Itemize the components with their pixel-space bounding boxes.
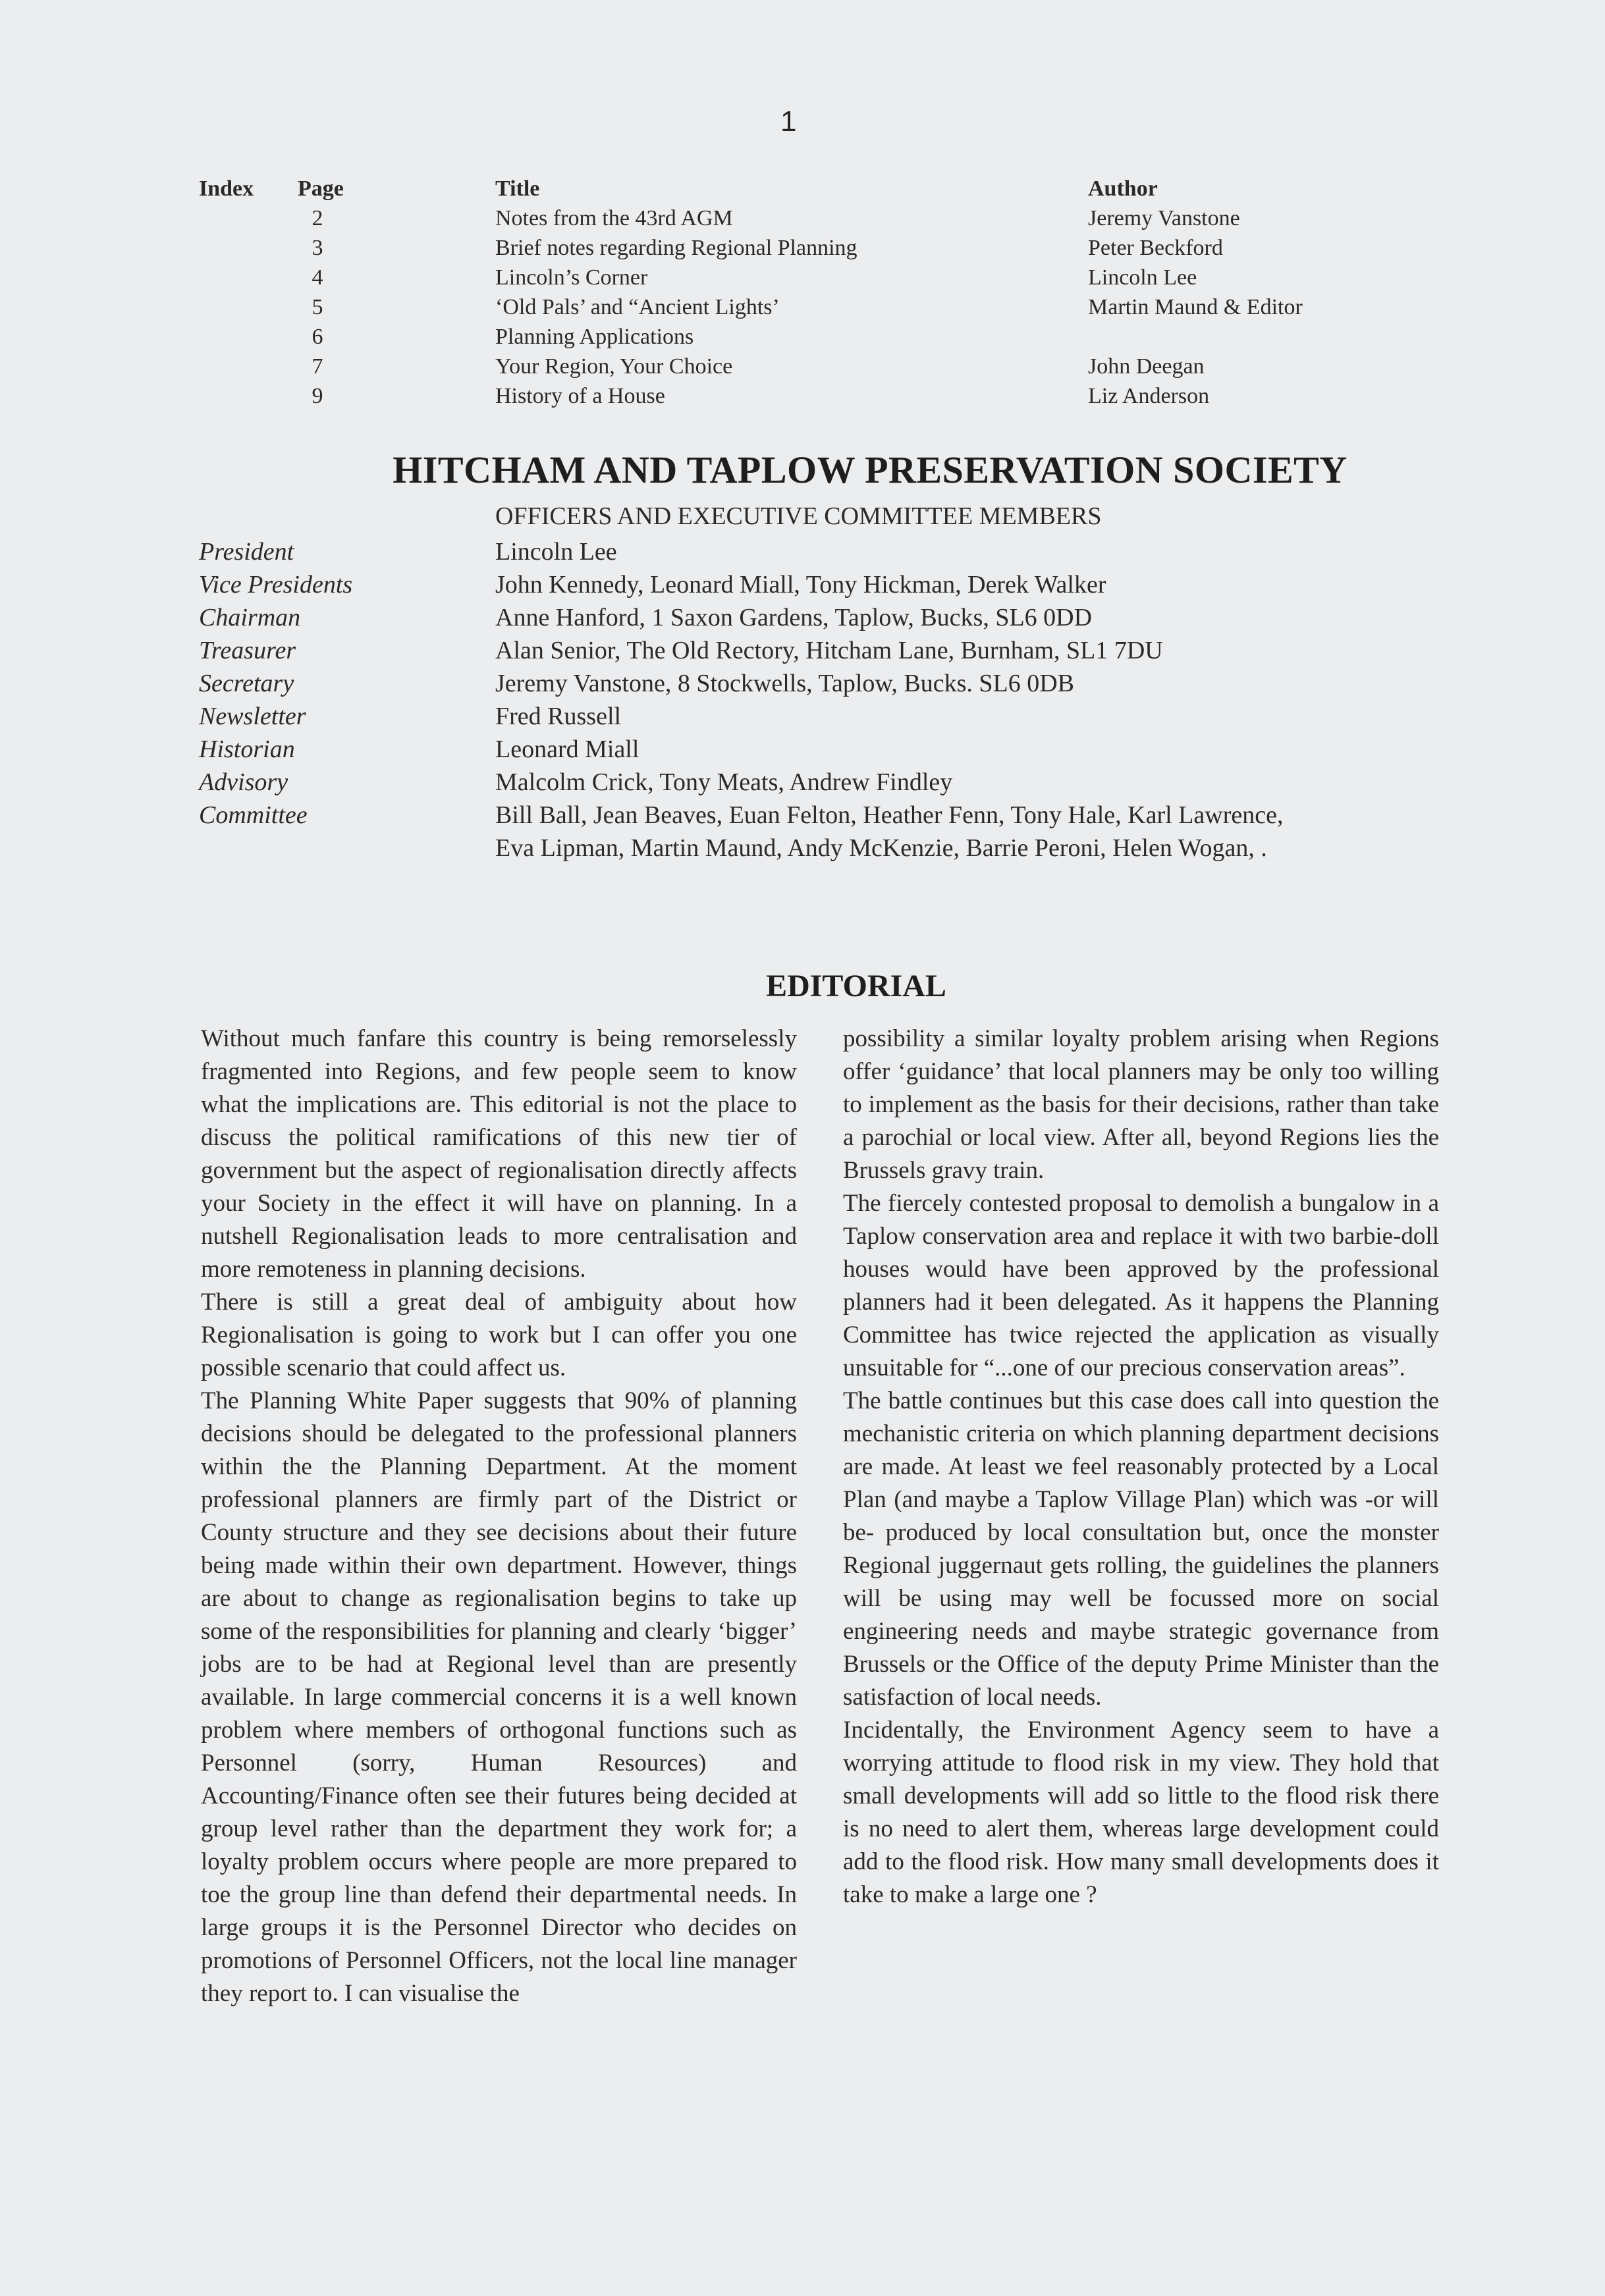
officer-row bbox=[199, 535, 1450, 568]
officer-names: Anne Hanford, 1 Saxon Gardens, Taplow, Bucks, SL6 0DD bbox=[495, 604, 1093, 631]
officer-names: Bill Ball, Jean Beaves, Euan Felton, Heather Fenn, Tony Hale, Karl Lawrence, bbox=[495, 801, 1284, 829]
index-header-index: Index bbox=[199, 176, 254, 201]
index-row bbox=[199, 203, 1417, 233]
officer-role: Advisory bbox=[199, 768, 288, 796]
index-article-author: John Deegan bbox=[1088, 354, 1205, 379]
officers-list bbox=[199, 535, 1450, 865]
officer-names: John Kennedy, Leonard Miall, Tony Hickman, Derek Walker bbox=[495, 571, 1106, 599]
officer-row bbox=[199, 667, 1450, 700]
index-header-author: Author bbox=[1088, 176, 1158, 201]
index-article-title: Lincoln’s Corner bbox=[495, 265, 648, 290]
index-article-title: Your Region, Your Choice bbox=[495, 354, 733, 379]
officer-role: Treasurer bbox=[199, 637, 296, 664]
editorial-paragraph: Incidentally, the Environment Agency seem to have a worrying attitude to flood risk in my view. They hold that small developments will add so little to the flood risk there is no need to alert them, whereas large development could add to the flood risk. How many small developments does it take to make a large one ? bbox=[843, 1717, 1439, 1908]
officer-names: Eva Lipman, Martin Maund, Andy McKenzie, Barrie Peroni, Helen Wogan, . bbox=[495, 834, 1267, 862]
officer-role: Chairman bbox=[199, 604, 301, 631]
index-article-title: Brief notes regarding Regional Planning bbox=[495, 236, 857, 260]
index-page-number: 6 bbox=[312, 325, 323, 349]
officer-names: Alan Senior, The Old Rectory, Hitcham Lane, Burnham, SL1 7DU bbox=[495, 637, 1163, 664]
editorial-paragraph: There is still a great deal of ambiguity about how Regionalisation is going to work but I can offer you one possible scenario that could affect us. bbox=[201, 1289, 797, 1381]
index-page-number: 5 bbox=[312, 295, 323, 319]
officer-names: Leonard Miall bbox=[495, 735, 639, 763]
officer-role: Secretary bbox=[199, 670, 294, 697]
editorial-title: EDITORIAL bbox=[766, 969, 946, 1003]
index-header-row bbox=[199, 174, 1417, 203]
officer-row bbox=[199, 766, 1450, 799]
officer-names: Malcolm Crick, Tony Meats, Andrew Findley bbox=[495, 768, 953, 796]
officer-role: President bbox=[199, 538, 294, 566]
index-header-page: Page bbox=[298, 176, 344, 201]
officer-row bbox=[199, 601, 1450, 634]
officer-row bbox=[199, 733, 1450, 766]
editorial-paragraph: The battle continues but this case does call into question the mechanistic criteria on which planning department decisions are made. At least we feel reasonably protected by a Local Plan (and maybe a Taplow Village Plan) which was -or will be- produced by local consultation but, once the monster Regional juggernaut gets rolling, the guidelines the planners will be using may well be focussed more on social engineering needs and maybe strategic governance from Brussels or the Office of the deputy Prime Minister than the satisfaction of local needs. bbox=[843, 1387, 1439, 1711]
index-row bbox=[199, 233, 1417, 263]
index-row bbox=[199, 322, 1417, 352]
officer-role: Historian bbox=[199, 735, 295, 763]
index-row bbox=[199, 352, 1417, 381]
index-article-author: Martin Maund & Editor bbox=[1088, 295, 1303, 319]
officers-heading: OFFICERS AND EXECUTIVE COMMITTEE MEMBERS bbox=[495, 502, 1102, 530]
editorial-paragraph: possibility a similar loyalty problem arising when Regions offer ‘guidance’ that local planners may be only too willing to implement as the basis for their decisions, rather than take a parochial or local view. After all, beyond Regions lies the Brussels gravy train. bbox=[843, 1025, 1439, 1184]
officer-role: Committee bbox=[199, 801, 308, 829]
index-article-title: History of a House bbox=[495, 384, 665, 408]
index-page-number: 9 bbox=[312, 384, 323, 408]
index-row bbox=[199, 381, 1417, 411]
index-article-author: Peter Beckford bbox=[1088, 236, 1223, 260]
editorial-column-left bbox=[201, 1023, 797, 2010]
officer-names: Fred Russell bbox=[495, 703, 622, 730]
index-page-number: 7 bbox=[312, 354, 323, 379]
editorial-paragraph: The fiercely contested proposal to demolish a bungalow in a Taplow conservation area and replace it with two barbie-doll houses would have been approved by the professional planners had it been delegated. As it happens the Planning Committee has twice rejected the application as visually unsuitable for “...one of our precious conservation areas”. bbox=[843, 1190, 1439, 1381]
index-article-title: ‘Old Pals’ and “Ancient Lights’ bbox=[495, 295, 780, 319]
index-article-author: Jeremy Vanstone bbox=[1088, 206, 1240, 230]
officer-row bbox=[199, 799, 1450, 865]
index-page-number: 2 bbox=[312, 206, 323, 230]
index-article-author: Lincoln Lee bbox=[1088, 265, 1197, 290]
editorial-paragraph: Without much fanfare this country is being remorselessly fragmented into Regions, and few people seem to know what the implications are. This editorial is not the place to discuss the political ramifications of this new tier of government but the aspect of regionalisation directly affects your Society in the effect it will have on planning. In a nutshell Regionalisation leads to more centralisation and more remoteness in planning decisions. bbox=[201, 1025, 797, 1283]
officer-names: Jeremy Vanstone, 8 Stockwells, Taplow, Bucks. SL6 0DB bbox=[495, 670, 1075, 697]
index-row bbox=[199, 263, 1417, 292]
officer-role: Newsletter bbox=[199, 703, 306, 730]
index-page-number: 3 bbox=[312, 236, 323, 260]
index-article-title: Notes from the 43rd AGM bbox=[495, 206, 733, 230]
index-header-title: Title bbox=[495, 176, 540, 201]
officer-row bbox=[199, 568, 1450, 601]
index-page-number: 4 bbox=[312, 265, 323, 290]
editorial-paragraph: The Planning White Paper suggests that 90% of planning decisions should be delegated to the professional planners within the the Planning Department. At the moment professional planners are firmly part of the District or County structure and they see decisions about their future being made within their own department. However, things are about to change as regionalisation begins to take up some of the responsibilities for planning and clearly ‘bigger’ jobs are to be had at Regional level than are presently available. In large commercial concerns it is a well known problem where members of orthogonal functions such as Personnel (sorry, Human Resources) and Accounting/Finance often see their futures being decided at group level rather than the department they work for; a loyalty problem occurs where people are more prepared to toe the group line than defend their departmental needs. In large groups it is the Personnel Director who decides on promotions of Personnel Officers, not the local line manager they report to. I can visualise the bbox=[201, 1387, 797, 2007]
index-table bbox=[199, 174, 1417, 411]
society-title: HITCHAM AND TAPLOW PRESERVATION SOCIETY bbox=[393, 448, 1347, 491]
index-row bbox=[199, 292, 1417, 322]
officer-row bbox=[199, 700, 1450, 733]
officer-names: Lincoln Lee bbox=[495, 538, 617, 566]
index-article-author: Liz Anderson bbox=[1088, 384, 1210, 408]
index-article-title: Planning Applications bbox=[495, 325, 694, 349]
page-number: 1 bbox=[780, 105, 797, 138]
editorial-column-right bbox=[843, 1023, 1439, 1911]
officer-row bbox=[199, 634, 1450, 667]
officer-role: Vice Presidents bbox=[199, 571, 353, 599]
